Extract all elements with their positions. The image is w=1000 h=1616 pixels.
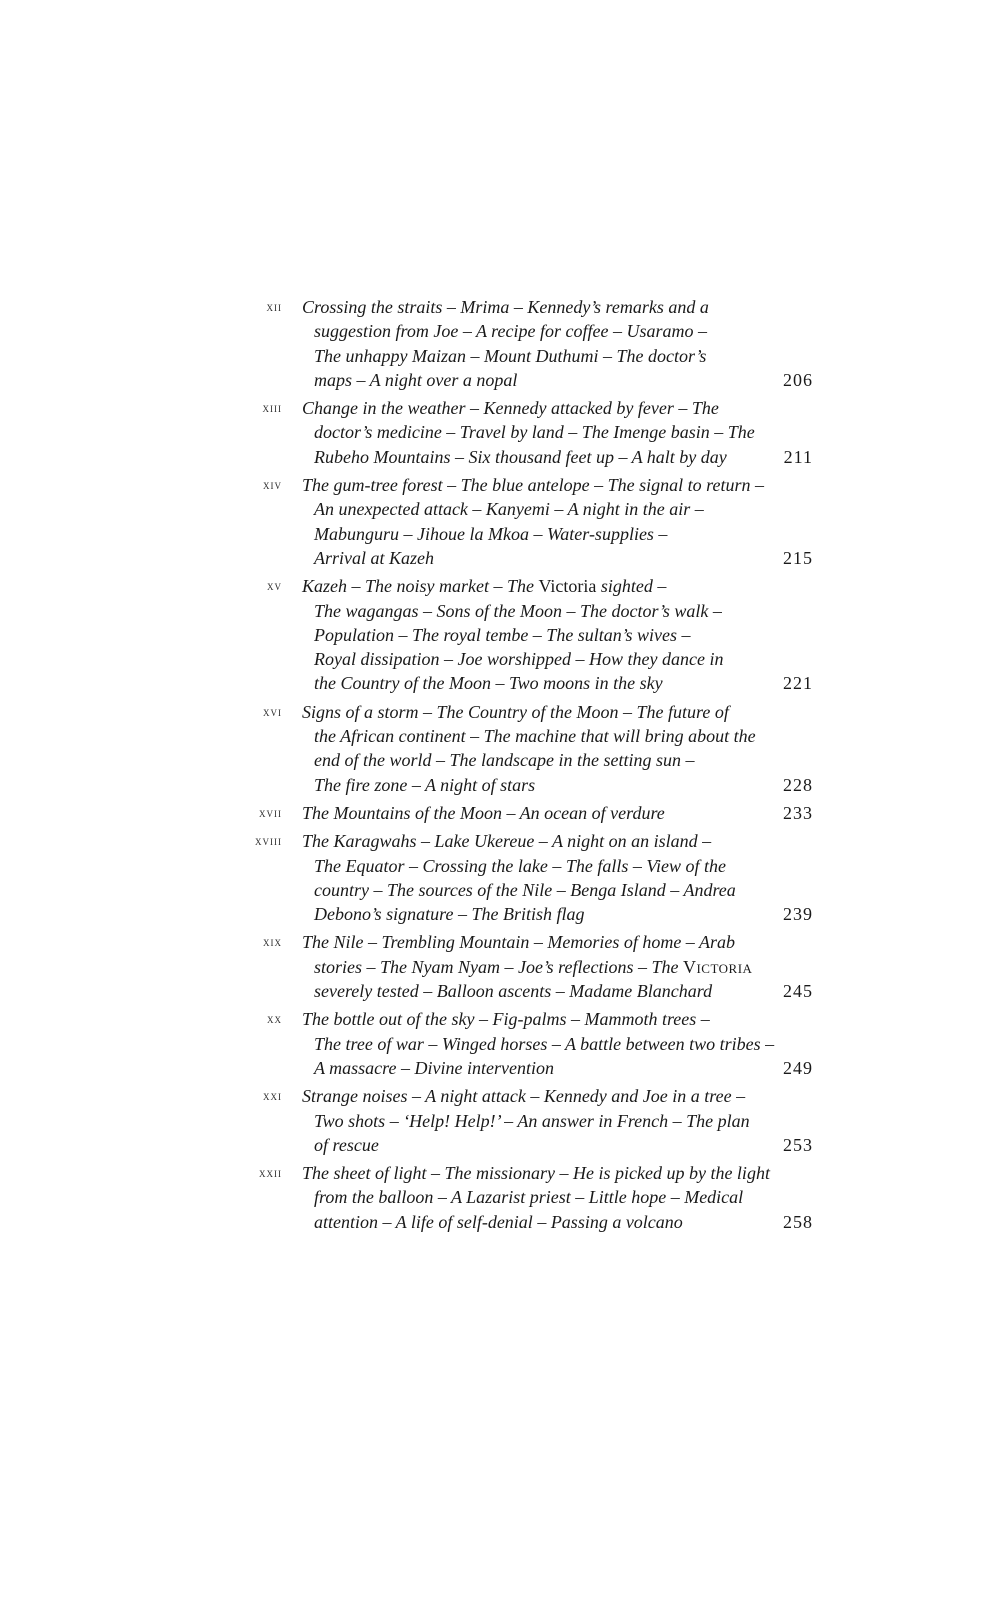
page-number: 253 [783,1134,813,1155]
chapter-numeral: xii [266,299,282,314]
chapter-numeral: xiv [263,477,282,493]
summary-line: Crossing the straits – Mrima – Kennedy’s remarks and a [302,297,709,317]
chapter-summary [302,574,813,695]
summary-line: country – The sources of the Nile – Benga Island – Andrea [314,879,736,900]
page-number: 228 [783,774,813,795]
summary-line-text: of rescue [314,1134,379,1155]
summary-line: suggestion from Joe – A recipe for coffee – Usaramo – [314,321,707,342]
summary-line: The wagangas – Sons of the Moon – The doctor’s walk – [314,600,722,621]
page-number: 258 [783,1211,813,1232]
summary-line-text: Arrival at Kazeh [314,547,434,568]
page-number: 206 [783,369,813,390]
chapter-summary [302,700,813,797]
summary-line-text: sighted – [596,576,667,597]
summary-line-text: severely tested – Balloon ascents – Madame Blanchard [314,981,713,1002]
summary-line: The Nile – Trembling Mountain – Memories of home – Arab [302,932,735,953]
chapter-numeral: xvi [263,703,282,719]
summary-line [302,955,805,979]
summary-line-last [302,773,813,797]
summary-line-text: Kazeh – The noisy market – The [302,576,539,597]
summary-line-last [302,445,813,469]
summary-line-text: A massacre – Divine intervention [314,1057,554,1078]
summary-line: The tree of war – Winged horses – A battle between two tribes – [314,1033,775,1054]
chapter-numeral: xxi [263,1088,282,1104]
summary-line-text: stories – The Nyam Nyam – Joe’s reflections – The [314,956,683,977]
summary-line: Change in the weather – Kennedy attacked by fever – The [302,398,719,419]
summary-line: doctor’s medicine – Travel by land – The Imenge basin – The [314,422,755,443]
toc-entry-xii [240,295,813,392]
summary-line-text: Rubeho Mountains – Six thousand feet up – A halt by day [314,446,727,467]
toc-entry-xx [240,1007,813,1080]
summary-line-last [302,801,813,825]
page-number: 221 [783,673,813,694]
summary-line-last [302,1210,813,1234]
chapter-numeral: xxii [259,1165,282,1181]
table-of-contents [240,295,813,1238]
summary-line-last [302,546,813,570]
toc-entry-xxi [240,1084,813,1157]
summary-line: Royal dissipation – Joe worshipped – How they dance in [314,649,724,670]
summary-line: Signs of a storm – The Country of the Moon – The future of [302,701,729,722]
summary-line: from the balloon – A Lazarist priest – Little hope – Medical [314,1187,744,1208]
summary-line-text: maps – A night over a nopal [314,369,518,390]
chapter-summary [302,295,813,392]
summary-line-text: The fire zone – A night of stars [314,774,536,795]
summary-line: The bottle out of the sky – Fig-palms – Mammoth trees – [302,1009,710,1030]
toc-entry-xviii [240,829,813,926]
chapter-numeral: xvii [259,804,282,820]
summary-line: Strange noises – A night attack – Kennedy and Joe in a tree – [302,1086,746,1107]
summary-line: The Equator – Crossing the lake – The falls – View of the [314,855,726,876]
chapter-summary [302,930,813,1003]
toc-entry-xiii [240,396,813,469]
summary-line-last [302,902,813,926]
chapter-summary [302,473,813,570]
summary-line-text: The Mountains of the Moon – An ocean of verdure [302,802,665,823]
chapter-numeral: xviii [255,833,282,849]
summary-line: Population – The royal tembe – The sultan’s wives – [314,624,691,645]
summary-line: Two shots – ‘Help! Help!’ – An answer in French – The plan [314,1110,750,1131]
chapter-numeral: xiii [262,400,282,416]
summary-line-last [302,979,813,1003]
summary-line: The sheet of light – The missionary – He is picked up by the light [302,1163,770,1184]
summary-line: end of the world – The landscape in the setting sun – [314,750,695,771]
toc-entry-xix [240,930,813,1003]
page-number: 245 [783,981,813,1002]
summary-line-text: the Country of the Moon – Two moons in the sky [314,673,663,694]
ship-name-victoria: Victoria [682,956,753,977]
summary-line [302,574,805,598]
toc-entry-xvi [240,700,813,797]
page-number: 249 [783,1057,813,1078]
summary-line-last [302,1056,813,1080]
summary-line: The unhappy Maizan – Mount Duthumi – The doctor’s [314,345,707,366]
chapter-numeral: xv [267,578,282,594]
chapter-summary [302,801,813,825]
page-number: 211 [783,446,813,467]
chapter-summary [302,1161,813,1234]
toc-entry-xvii [240,801,813,825]
summary-line-last [302,1133,813,1157]
summary-line-last [302,671,813,695]
summary-line: the African continent – The machine that will bring about the [314,726,756,747]
chapter-summary [302,1007,813,1080]
summary-line: The Karagwahs – Lake Ukereue – A night on an island – [302,831,712,852]
toc-entry-xxii [240,1161,813,1234]
chapter-summary [302,829,813,926]
summary-line-last [302,368,813,392]
summary-line-text: attention – A life of self-denial – Passing a volcano [314,1211,683,1232]
summary-line: An unexpected attack – Kanyemi – A night in the air – [314,499,704,520]
page-number: 239 [783,904,813,925]
toc-entry-xv [240,574,813,695]
summary-line-text: Debono’s signature – The British flag [314,904,585,925]
chapter-summary [302,396,813,469]
page-number: 233 [783,802,813,823]
chapter-numeral: xx [267,1011,282,1027]
page-number: 215 [783,547,813,568]
summary-line: The gum-tree forest – The blue antelope – The signal to return – [302,475,764,496]
toc-entry-xiv [240,473,813,570]
summary-line: Mabunguru – Jihoue la Mkoa – Water-supplies – [314,523,668,544]
chapter-summary [302,1084,813,1157]
chapter-numeral: xix [263,934,282,950]
ship-name-victoria: Victoria [538,576,597,597]
